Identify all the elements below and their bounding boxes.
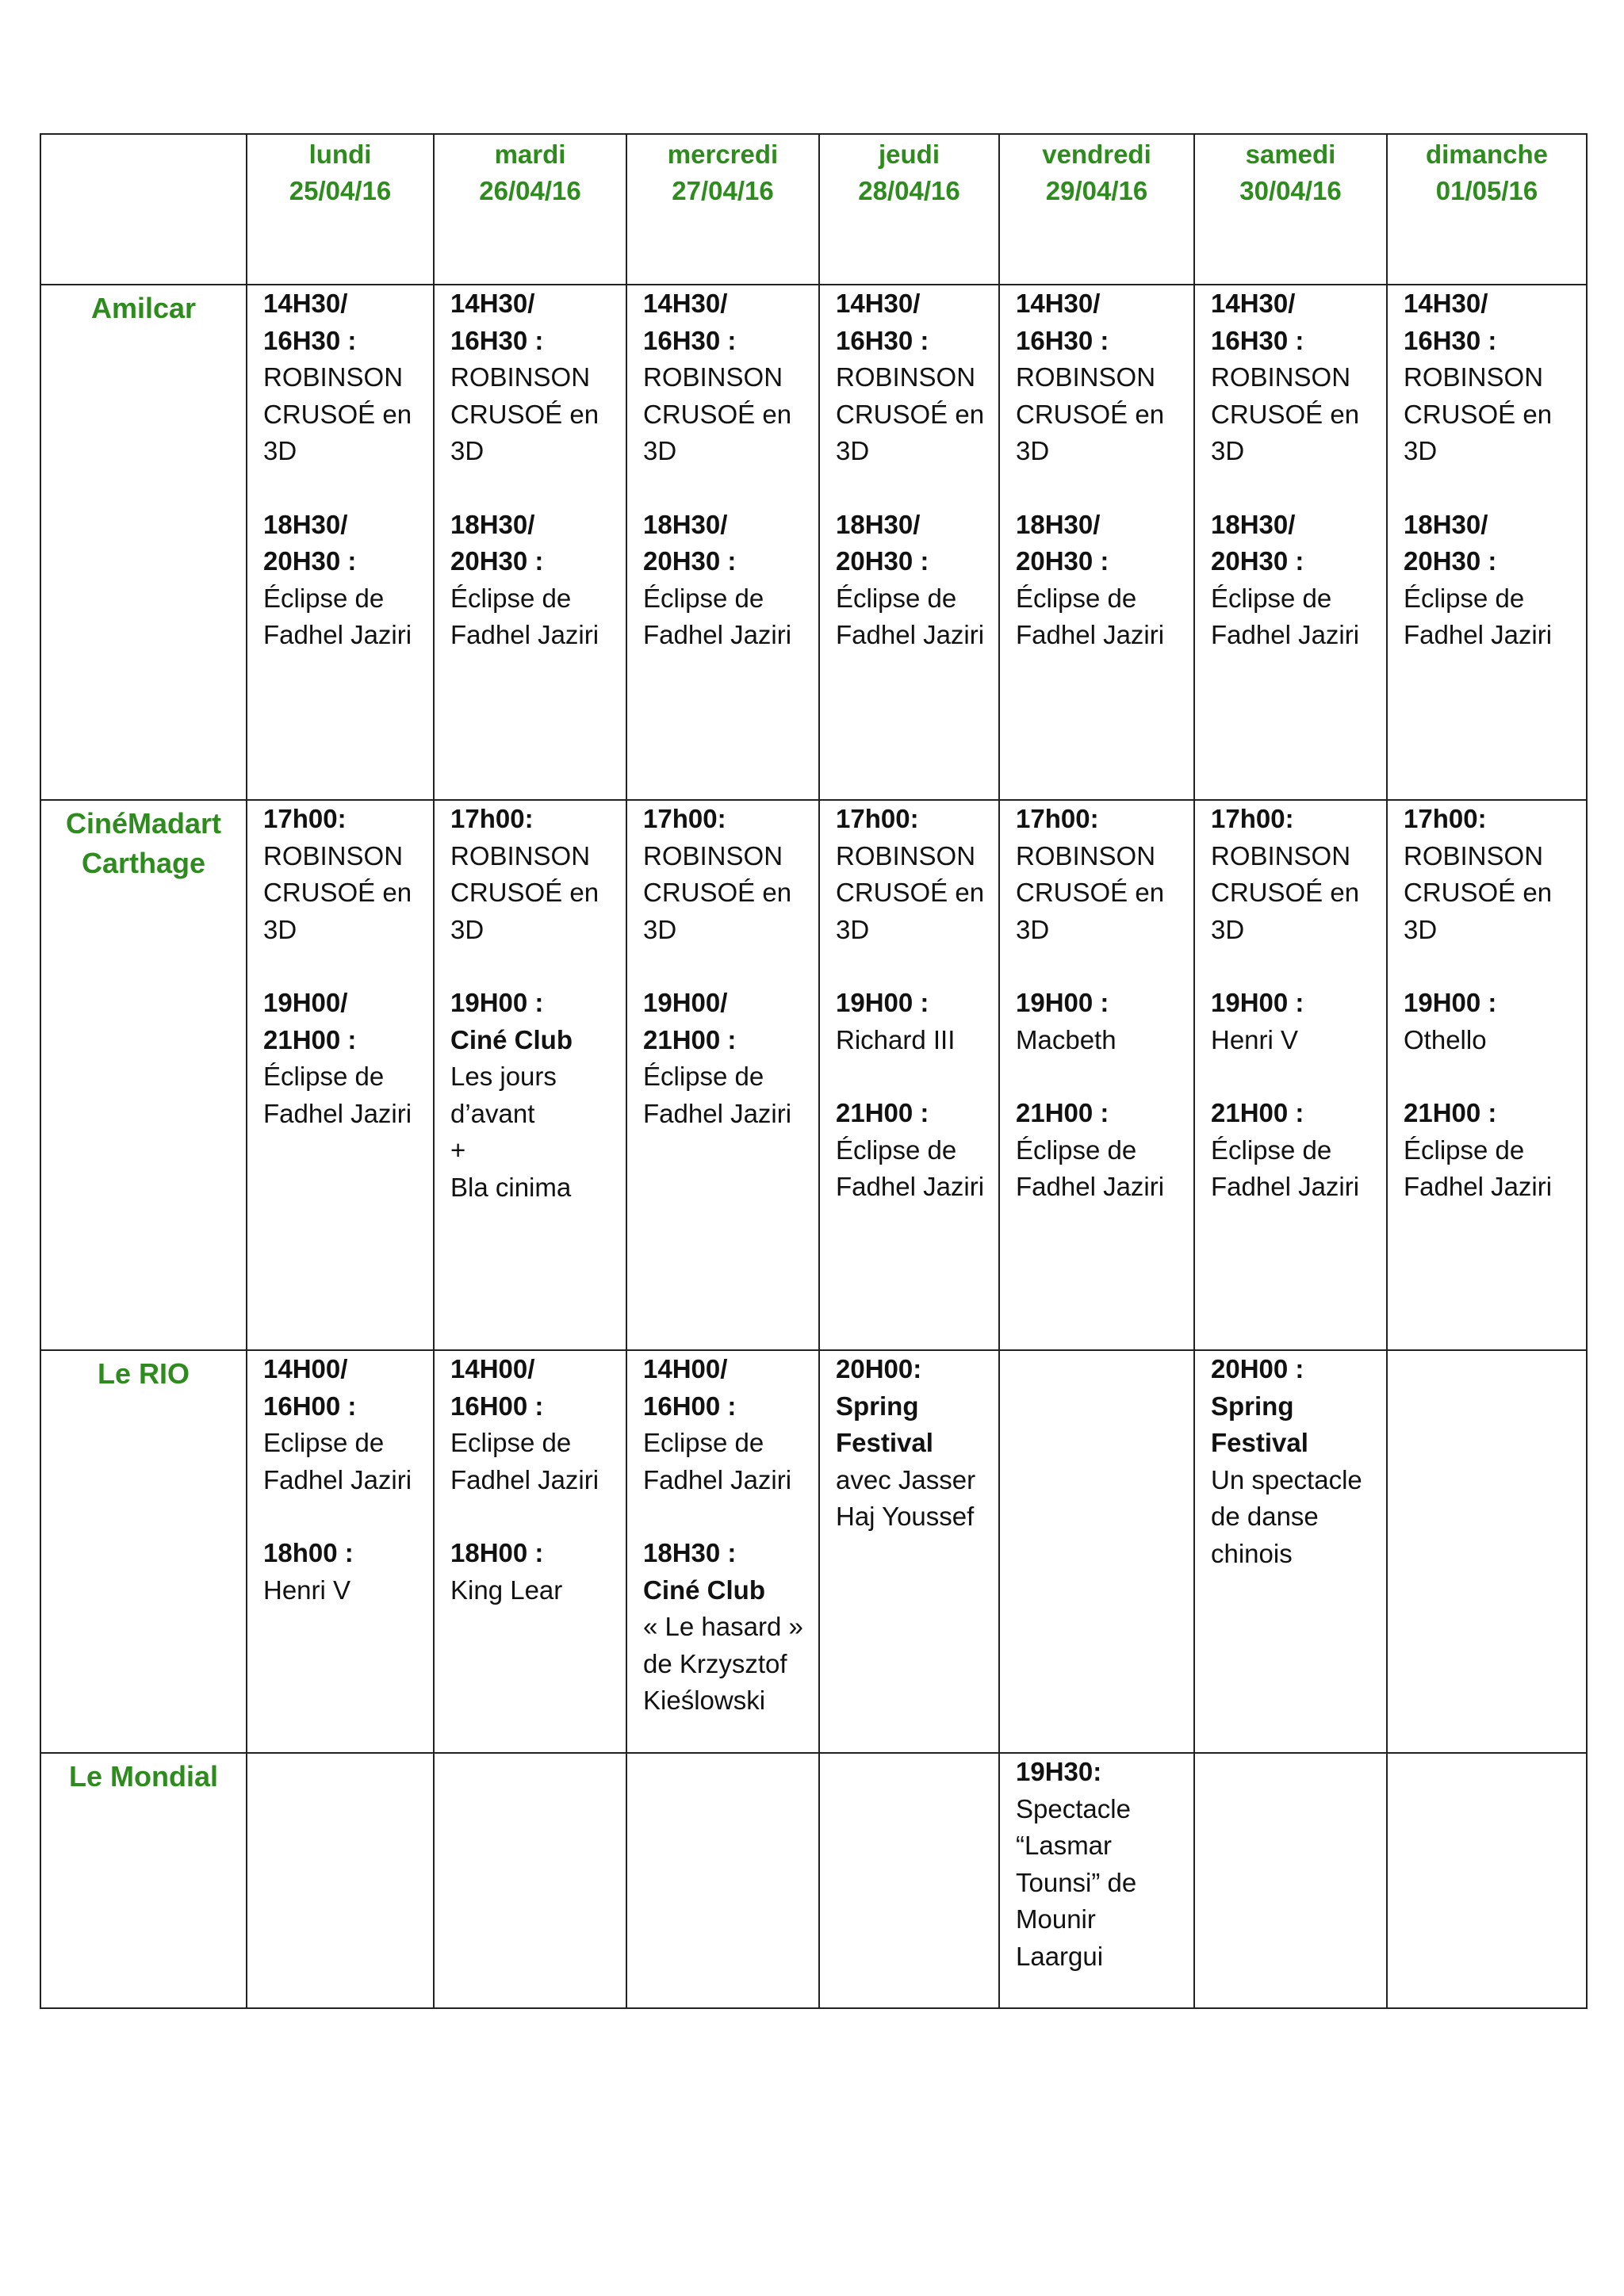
header-row <box>40 134 1587 285</box>
schedule-cell <box>1194 800 1387 1350</box>
schedule-cell <box>999 1350 1194 1753</box>
screening: 17h00: ROBINSON CRUSOÉ en 3D <box>643 804 792 944</box>
schedule-cell <box>626 285 819 800</box>
schedule-cell <box>626 1350 819 1753</box>
schedule-cell <box>999 1753 1194 2008</box>
schedule-cell <box>1194 285 1387 800</box>
event: 19H30: Spectacle “Lasmar Tounsi” de Mounir Laargui <box>1016 1757 1137 1971</box>
screening: 14H30/ 16H30 : ROBINSON CRUSOÉ en 3D <box>1211 289 1360 465</box>
screening: 18H30/ 20H30 : Éclipse de Fadhel Jaziri <box>1016 509 1165 649</box>
screening: 14H30/ 16H30 : ROBINSON CRUSOÉ en 3D <box>1404 289 1553 465</box>
schedule-cell <box>1194 1350 1387 1753</box>
schedule-cell <box>247 1350 434 1753</box>
schedule-cell <box>247 285 434 800</box>
screening: 21H00 : Éclipse de Fadhel Jaziri <box>1016 1098 1165 1201</box>
venue-name: Le RIO <box>40 1350 247 1753</box>
day-header: vendredi 29/04/16 <box>999 134 1194 285</box>
screening: 19H00/ 21H00 : Éclipse de Fadhel Jaziri <box>263 988 412 1128</box>
screening: 14H00/ 16H00 : Eclipse de Fadhel Jaziri <box>450 1354 599 1494</box>
venue-row-amilcar <box>40 285 1587 800</box>
venue-name: CinéMadart Carthage <box>40 800 247 1350</box>
screening: 18H30 : Ciné Club « Le hasard » de Krzysztof Kieślowski <box>643 1538 803 1715</box>
screening: 19H00/ 21H00 : Éclipse de Fadhel Jaziri <box>643 988 792 1128</box>
schedule-cell <box>434 285 626 800</box>
screening: 18h00 : Henri V <box>263 1538 354 1605</box>
schedule-cell <box>626 800 819 1350</box>
screening: 18H30/ 20H30 : Éclipse de Fadhel Jaziri <box>1211 509 1360 649</box>
schedule-cell <box>626 1753 819 2008</box>
schedule-cell <box>1387 1350 1587 1753</box>
schedule-cell <box>819 1350 999 1753</box>
schedule-cell <box>1387 800 1587 1350</box>
screening: 21H00 : Éclipse de Fadhel Jaziri <box>1404 1098 1553 1201</box>
screening: 17h00: ROBINSON CRUSOÉ en 3D <box>1016 804 1165 944</box>
event: 20H00 : Spring Festival Un spectacle de danse chinois <box>1211 1354 1362 1568</box>
screening: 14H30/ 16H30 : ROBINSON CRUSOÉ en 3D <box>450 289 599 465</box>
schedule-cell <box>434 1753 626 2008</box>
day-header: lundi 25/04/16 <box>247 134 434 285</box>
screening: 14H30/ 16H30 : ROBINSON CRUSOÉ en 3D <box>1016 289 1165 465</box>
corner-cell <box>40 134 247 285</box>
screening: 18H30/ 20H30 : Éclipse de Fadhel Jaziri <box>450 509 599 649</box>
day-header: dimanche 01/05/16 <box>1387 134 1587 285</box>
screening: 19H00 : Henri V <box>1211 988 1304 1054</box>
screening: 19H00 : Ciné Club Les jours d’avant + Bla cinima <box>450 988 573 1202</box>
venue-name: Amilcar <box>40 285 247 800</box>
day-header: samedi 30/04/16 <box>1194 134 1387 285</box>
schedule-cell <box>434 800 626 1350</box>
screening: 14H30/ 16H30 : ROBINSON CRUSOÉ en 3D <box>836 289 985 465</box>
schedule-cell <box>1194 1753 1387 2008</box>
screening: 19H00 : Othello <box>1404 988 1497 1054</box>
day-header: jeudi 28/04/16 <box>819 134 999 285</box>
screening: 18H00 : King Lear <box>450 1538 563 1605</box>
screening: 18H30/ 20H30 : Éclipse de Fadhel Jaziri <box>836 509 985 649</box>
schedule-cell <box>819 1753 999 2008</box>
venue-row-mondial <box>40 1753 1587 2008</box>
event: 20H00: Spring Festival avec Jasser Haj Youssef <box>836 1354 976 1531</box>
screening: 17h00: ROBINSON CRUSOÉ en 3D <box>450 804 599 944</box>
screening: 18H30/ 20H30 : Éclipse de Fadhel Jaziri <box>1404 509 1553 649</box>
screening: 19H00 : Richard III <box>836 988 956 1054</box>
screening: 17h00: ROBINSON CRUSOÉ en 3D <box>836 804 985 944</box>
day-header: mercredi 27/04/16 <box>626 134 819 285</box>
screening: 18H30/ 20H30 : Éclipse de Fadhel Jaziri <box>263 509 412 649</box>
screening: 18H30/ 20H30 : Éclipse de Fadhel Jaziri <box>643 509 792 649</box>
venue-row-cinemadart <box>40 800 1587 1350</box>
schedule-cell <box>434 1350 626 1753</box>
schedule-cell <box>1387 1753 1587 2008</box>
screening: 14H30/ 16H30 : ROBINSON CRUSOÉ en 3D <box>643 289 792 465</box>
schedule-cell <box>819 800 999 1350</box>
screening: 19H00 : Macbeth <box>1016 988 1116 1054</box>
schedule-table <box>40 133 1588 2009</box>
screening: 17h00: ROBINSON CRUSOÉ en 3D <box>263 804 412 944</box>
screening: 14H00/ 16H00 : Eclipse de Fadhel Jaziri <box>643 1354 792 1494</box>
schedule-cell <box>1387 285 1587 800</box>
schedule-cell <box>999 285 1194 800</box>
venue-name: Le Mondial <box>40 1753 247 2008</box>
schedule-cell <box>247 1753 434 2008</box>
screening: 21H00 : Éclipse de Fadhel Jaziri <box>1211 1098 1360 1201</box>
day-header: mardi 26/04/16 <box>434 134 626 285</box>
schedule-cell <box>247 800 434 1350</box>
schedule-cell <box>819 285 999 800</box>
venue-row-rio <box>40 1350 1587 1753</box>
screening: 17h00: ROBINSON CRUSOÉ en 3D <box>1211 804 1360 944</box>
screening: 21H00 : Éclipse de Fadhel Jaziri <box>836 1098 985 1201</box>
screening: 17h00: ROBINSON CRUSOÉ en 3D <box>1404 804 1553 944</box>
screening: 14H00/ 16H00 : Eclipse de Fadhel Jaziri <box>263 1354 412 1494</box>
screening: 14H30/ 16H30 : ROBINSON CRUSOÉ en 3D <box>263 289 412 465</box>
schedule-cell <box>999 800 1194 1350</box>
